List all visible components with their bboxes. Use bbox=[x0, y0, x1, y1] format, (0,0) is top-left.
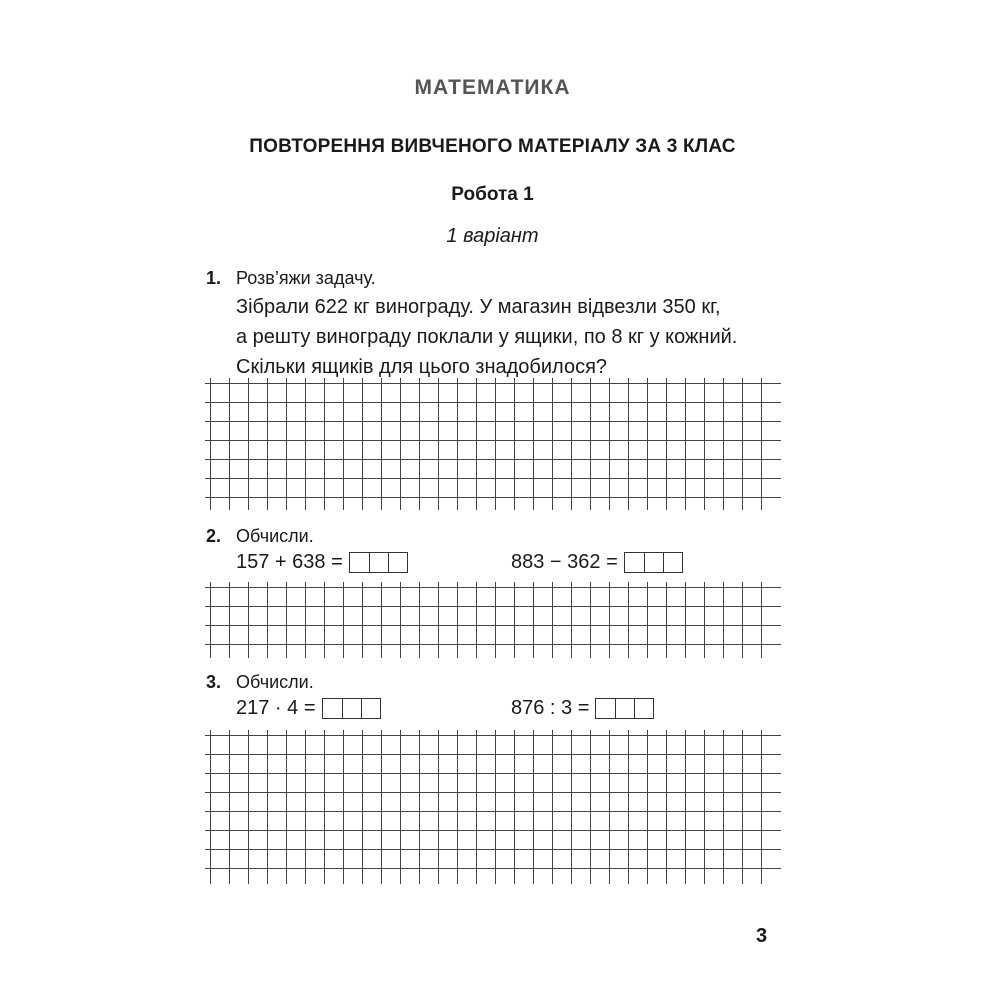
task-1-line-2: а решту винограду поклали у ящики, по 8 кг у кожний. bbox=[236, 326, 738, 348]
page-number: 3 bbox=[756, 925, 768, 947]
section-title: ПОВТОРЕННЯ ВИВЧЕНОГО МАТЕРІАЛУ ЗА 3 КЛАС bbox=[249, 136, 736, 157]
task-1-line-1: Зібрали 622 кг винограду. У магазин відвезли 350 кг, bbox=[236, 296, 721, 318]
expression-text: 217 · 4 = bbox=[236, 697, 316, 719]
task-2-title: Обчисли. bbox=[236, 526, 314, 546]
task-2-expression-2 bbox=[511, 551, 683, 574]
task-3-expression-2 bbox=[511, 697, 654, 720]
subject-title: МАТЕМАТИКА bbox=[414, 76, 571, 99]
task-2-expression-1 bbox=[236, 551, 408, 574]
task-1-text bbox=[236, 292, 737, 382]
task-3-expression-1 bbox=[236, 697, 381, 720]
task-3-number: 3. bbox=[206, 672, 222, 692]
expression-text: 876 : 3 = bbox=[511, 697, 590, 719]
task-2-answer-grid[interactable] bbox=[205, 582, 781, 658]
answer-box[interactable] bbox=[624, 552, 683, 573]
answer-box[interactable] bbox=[595, 698, 654, 719]
task-2-number: 2. bbox=[206, 526, 222, 546]
task-3-title: Обчисли. bbox=[236, 672, 314, 692]
task-1-number: 1. bbox=[206, 268, 222, 288]
expression-text: 157 + 638 = bbox=[236, 551, 343, 573]
work-title: Робота 1 bbox=[451, 184, 534, 205]
expression-text: 883 − 362 = bbox=[511, 551, 618, 573]
task-3-answer-grid[interactable] bbox=[205, 730, 781, 884]
task-1-line-3: Скільки ящиків для цього знадобилося? bbox=[236, 356, 608, 378]
task-1-answer-grid[interactable] bbox=[205, 378, 781, 510]
answer-box[interactable] bbox=[322, 698, 381, 719]
task-1-title: Розв’яжи задачу. bbox=[236, 268, 376, 288]
answer-box[interactable] bbox=[349, 552, 408, 573]
variant-label: 1 варіант bbox=[446, 225, 539, 247]
